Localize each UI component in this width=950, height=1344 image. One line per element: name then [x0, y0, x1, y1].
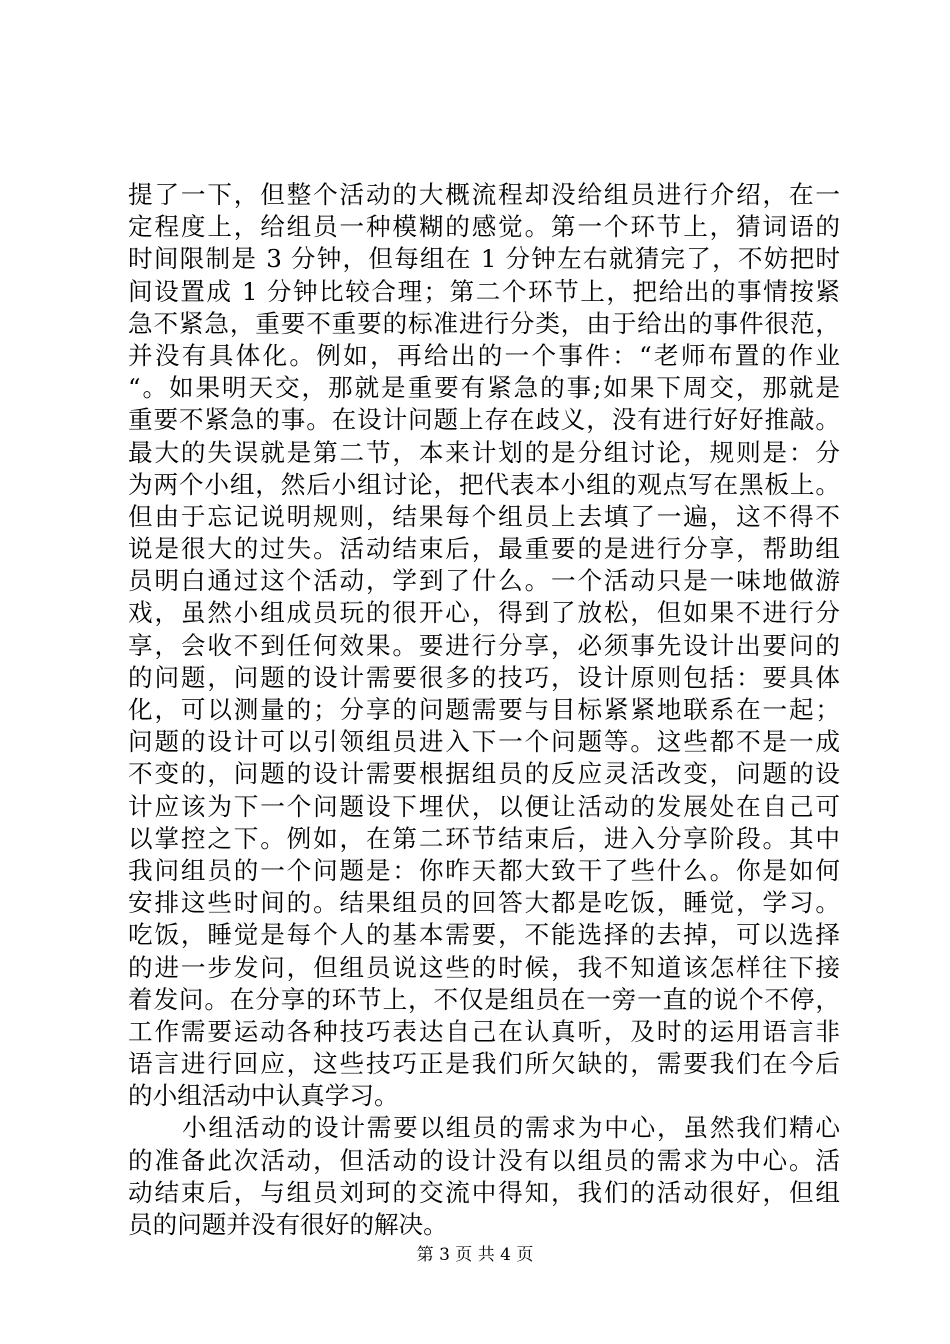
text-line: 戏，虽然小组成员玩的很开心，得到了放松，但如果不进行分: [128, 598, 840, 628]
text-line: 着发问。在分享的环节上，不仅是组员在一旁一直的说个不停，: [128, 984, 840, 1014]
text-line: 动结束后，与组员刘珂的交流中得知，我们的活动很好，但组: [128, 1177, 840, 1207]
text-line: 重要不紧急的事。在设计问题上存在歧义，没有进行好好推敲。: [128, 405, 840, 435]
paragraph-2: [128, 1112, 840, 1241]
text-line: 员明白通过这个活动，学到了什么。一个活动只是一味地做游: [128, 566, 840, 596]
text-line: 并没有具体化。例如，再给出的一个事件：“老师布置的作业: [128, 340, 840, 370]
text-line: 我问组员的一个问题是：你昨天都大致干了些什么。你是如何: [128, 855, 840, 885]
text-line: 不变的，问题的设计需要根据组员的反应灵活改变，问题的设: [128, 759, 840, 789]
text-line: 为两个小组，然后小组讨论，把代表本小组的观点写在黑板上。: [128, 469, 840, 499]
text-line: 小组活动的设计需要以组员的需求为中心，虽然我们精心: [182, 1113, 840, 1143]
text-line: 以掌控之下。例如，在第二环节结束后，进入分享阶段。其中: [128, 823, 840, 853]
text-line: 计应该为下一个问题设下埋伏，以便让活动的发展处在自己可: [128, 791, 840, 821]
text-line: 说是很大的过失。活动结束后，最重要的是进行分享，帮助组: [128, 534, 840, 564]
text-line: 员的问题并没有很好的解决。: [128, 1210, 448, 1239]
paragraph-1: [128, 179, 840, 1112]
body-text: [128, 179, 840, 1241]
page-footer: 第 3 页 共 4 页: [416, 1245, 534, 1265]
text-line: 最大的失误就是第二节，本来计划的是分组讨论，规则是：分: [128, 437, 840, 467]
text-line: 的进一步发问，但组员说这些的时候，我不知道该怎样往下接: [128, 952, 840, 982]
text-line: 的准备此次活动，但活动的设计没有以组员的需求为中心。活: [128, 1145, 840, 1175]
text-line: 间设置成 1 分钟比较合理；第二个环节上，把给出的事情按紧: [128, 276, 840, 306]
text-line: 语言进行回应，这些技巧正是我们所欠缺的，需要我们在今后: [128, 1049, 840, 1079]
text-line: 定程度上，给组员一种模糊的感觉。第一个环节上，猜词语的: [128, 212, 840, 242]
text-line: 但由于忘记说明规则，结果每个组员上去填了一遍，这不得不: [128, 501, 840, 531]
text-line: 吃饭，睡觉是每个人的基本需要，不能选择的去掉，可以选择: [128, 920, 840, 950]
text-line: 急不紧急，重要不重要的标准进行分类，由于给出的事件很范，: [128, 308, 840, 338]
text-line: 提了一下，但整个活动的大概流程却没给组员进行介绍，在一: [128, 180, 840, 209]
text-line: 工作需要运动各种技巧表达自己在认真听，及时的运用语言非: [128, 1016, 840, 1046]
text-line: 时间限制是 3 分钟，但每组在 1 分钟左右就猜完了，不妨把时: [128, 244, 840, 274]
text-line: 的问题，问题的设计需要很多的技巧，设计原则包括：要具体: [128, 662, 840, 692]
text-line: “。如果明天交，那就是重要有紧急的事;如果下周交，那就是: [128, 373, 840, 403]
text-line: 安排这些时间的。结果组员的回答大都是吃饭，睡觉，学习。: [128, 888, 840, 918]
text-line: 享，会收不到任何效果。要进行分享，必须事先设计出要问的: [128, 630, 840, 660]
text-line: 问题的设计可以引领组员进入下一个问题等。这些都不是一成: [128, 727, 840, 757]
text-line: 化，可以测量的；分享的问题需要与目标紧紧地联系在一起；: [128, 695, 840, 724]
text-line: 的小组活动中认真学习。: [128, 1081, 399, 1111]
